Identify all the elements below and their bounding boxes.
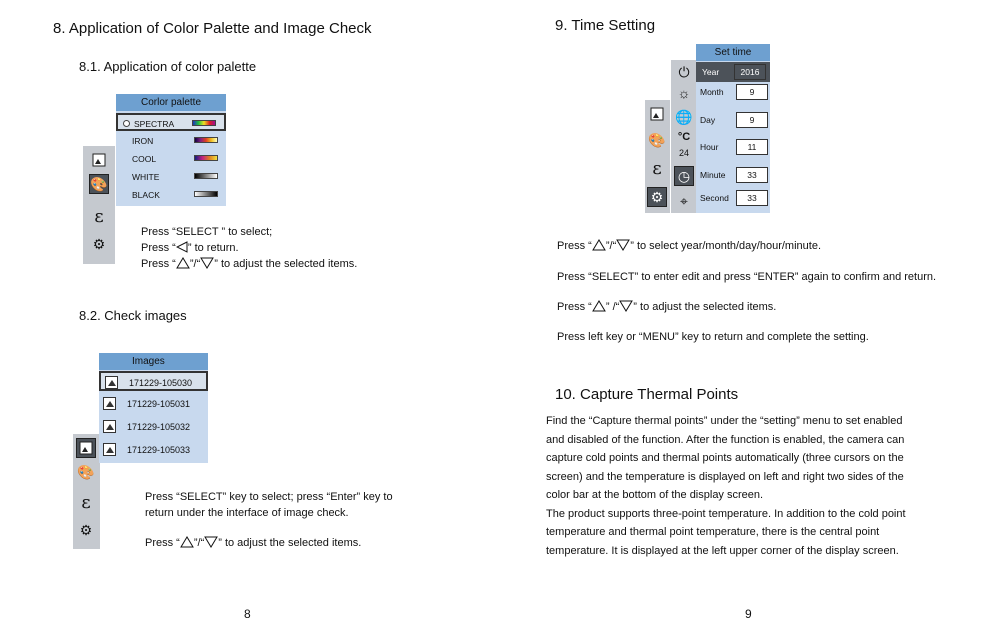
emissivity-icon: ε <box>81 491 91 513</box>
time-instr-4: Press left key or “MENU” key to return and complete the setting. <box>557 331 869 343</box>
menu-strip-images <box>73 434 100 549</box>
menu-strip <box>83 146 115 264</box>
spectra-swatch <box>192 120 216 126</box>
power-icon: ⏻ <box>678 63 690 80</box>
section-8-2-title: 8.2. Check images <box>79 308 187 323</box>
palette-item-black[interactable]: BLACK <box>116 186 226 204</box>
images-instructions: Press “SELECT” key to select; press “Enter” key to return under the interface of image check. Press “ ”/“ ” to adjust the selected items. <box>145 491 393 549</box>
image-icon <box>89 150 109 170</box>
globe-icon: 🌐 <box>675 108 693 125</box>
set-time-panel <box>696 44 770 213</box>
emissivity-icon: ε <box>94 205 104 227</box>
image-icon <box>105 376 118 389</box>
black-swatch <box>194 191 218 197</box>
panel-title: Set time <box>696 44 770 61</box>
section-8-1-title: 8.1. Application of color palette <box>79 59 257 74</box>
cool-swatch <box>194 155 218 161</box>
capture-paragraph: Find the “Capture thermal points” under the “setting” menu to set enabled and disabled of the function. After the function is enabled, the camera can capture cold points and thermal points automatically (three cursors on the screen) and the temperature is displayed on left and right two sides of the color bar at the bottom of the display screen. The product supports three-point temperature. In addition to the cold point temperature and thermal point temperature, there is the central point temperature. It is displayed at the left upper corner of the display screen. <box>546 415 906 557</box>
image-icon <box>647 104 667 124</box>
image-icon <box>103 443 116 456</box>
page-number: 8 <box>244 607 251 621</box>
section-8-heading: 8. Application of Color Palette and Image Check <box>53 20 372 37</box>
section-9-heading: 9. Time Setting <box>555 17 656 34</box>
down-arrow-icon <box>204 536 218 548</box>
image-item[interactable]: 171229-105030 <box>99 371 208 391</box>
celsius-icon: °C <box>677 131 691 143</box>
time-instr-2: Press “SELECT” to enter edit and press “ENTER” again to confirm and return. <box>557 271 937 283</box>
palette-item-cool[interactable]: COOL <box>116 150 226 168</box>
palette-icon: 🎨 <box>89 174 109 194</box>
auto-off-icon: 24 <box>678 148 689 158</box>
images-panel <box>99 353 208 463</box>
field-hour[interactable]: Hour 11 <box>696 137 770 157</box>
palette-item-iron[interactable]: IRON <box>116 132 226 150</box>
image-icon <box>103 397 116 410</box>
up-arrow-icon <box>592 300 606 312</box>
page-number: 9 <box>745 607 752 621</box>
time-instr-3: Press “ ” /“ ” to adjust the selected items. <box>557 301 777 313</box>
brightness-icon: ☼ <box>677 85 691 101</box>
section-10-heading: 10. Capture Thermal Points <box>555 386 739 403</box>
iron-swatch <box>194 137 218 143</box>
palette-item-spectra[interactable]: SPECTRA <box>116 113 226 131</box>
clock-icon: ◷ <box>674 166 694 186</box>
image-icon <box>76 438 96 458</box>
palette-instructions: Press “SELECT ” to select; Press “ ” to return. Press “ ”/“ ” to adjust the selected items. <box>141 226 358 270</box>
palette-icon: 🎨 <box>648 131 666 148</box>
radio-icon <box>123 120 130 127</box>
image-icon <box>103 420 116 433</box>
emissivity-icon: ε <box>652 157 662 179</box>
field-day[interactable]: Day 9 <box>696 110 770 130</box>
outer-menu-strip <box>645 100 670 213</box>
image-item[interactable]: 171229-105031 <box>99 394 208 414</box>
palette-icon: 🎨 <box>77 463 95 480</box>
color-palette-panel <box>116 94 226 206</box>
time-instr-1: Press “ ”/“ ” to select year/month/day/hour/minute. <box>557 240 821 252</box>
down-arrow-icon <box>619 300 633 312</box>
gear-icon: ⚙ <box>79 521 93 538</box>
white-swatch <box>194 173 218 179</box>
left-arrow-icon <box>176 241 188 253</box>
image-item[interactable]: 171229-105032 <box>99 417 208 437</box>
gear-icon: ⚙ <box>92 235 106 252</box>
palette-item-white[interactable]: WHITE <box>116 168 226 186</box>
up-arrow-icon <box>592 239 606 251</box>
image-item[interactable]: 171229-105033 <box>99 440 208 460</box>
gear-icon: ⚙ <box>647 187 667 207</box>
up-arrow-icon <box>176 257 190 269</box>
field-second[interactable]: Second 33 <box>696 188 770 208</box>
field-month[interactable]: Month 9 <box>696 82 770 102</box>
field-minute[interactable]: Minute 33 <box>696 165 770 185</box>
down-arrow-icon <box>616 239 630 251</box>
up-arrow-icon <box>180 536 194 548</box>
panel-title: Images <box>99 353 208 370</box>
field-year[interactable]: Year 2016 <box>696 62 770 82</box>
down-arrow-icon <box>200 257 214 269</box>
panel-title: Corlor palette <box>116 94 226 111</box>
crosshair-icon: ⌖ <box>680 192 688 209</box>
settings-icon-strip <box>671 60 696 213</box>
